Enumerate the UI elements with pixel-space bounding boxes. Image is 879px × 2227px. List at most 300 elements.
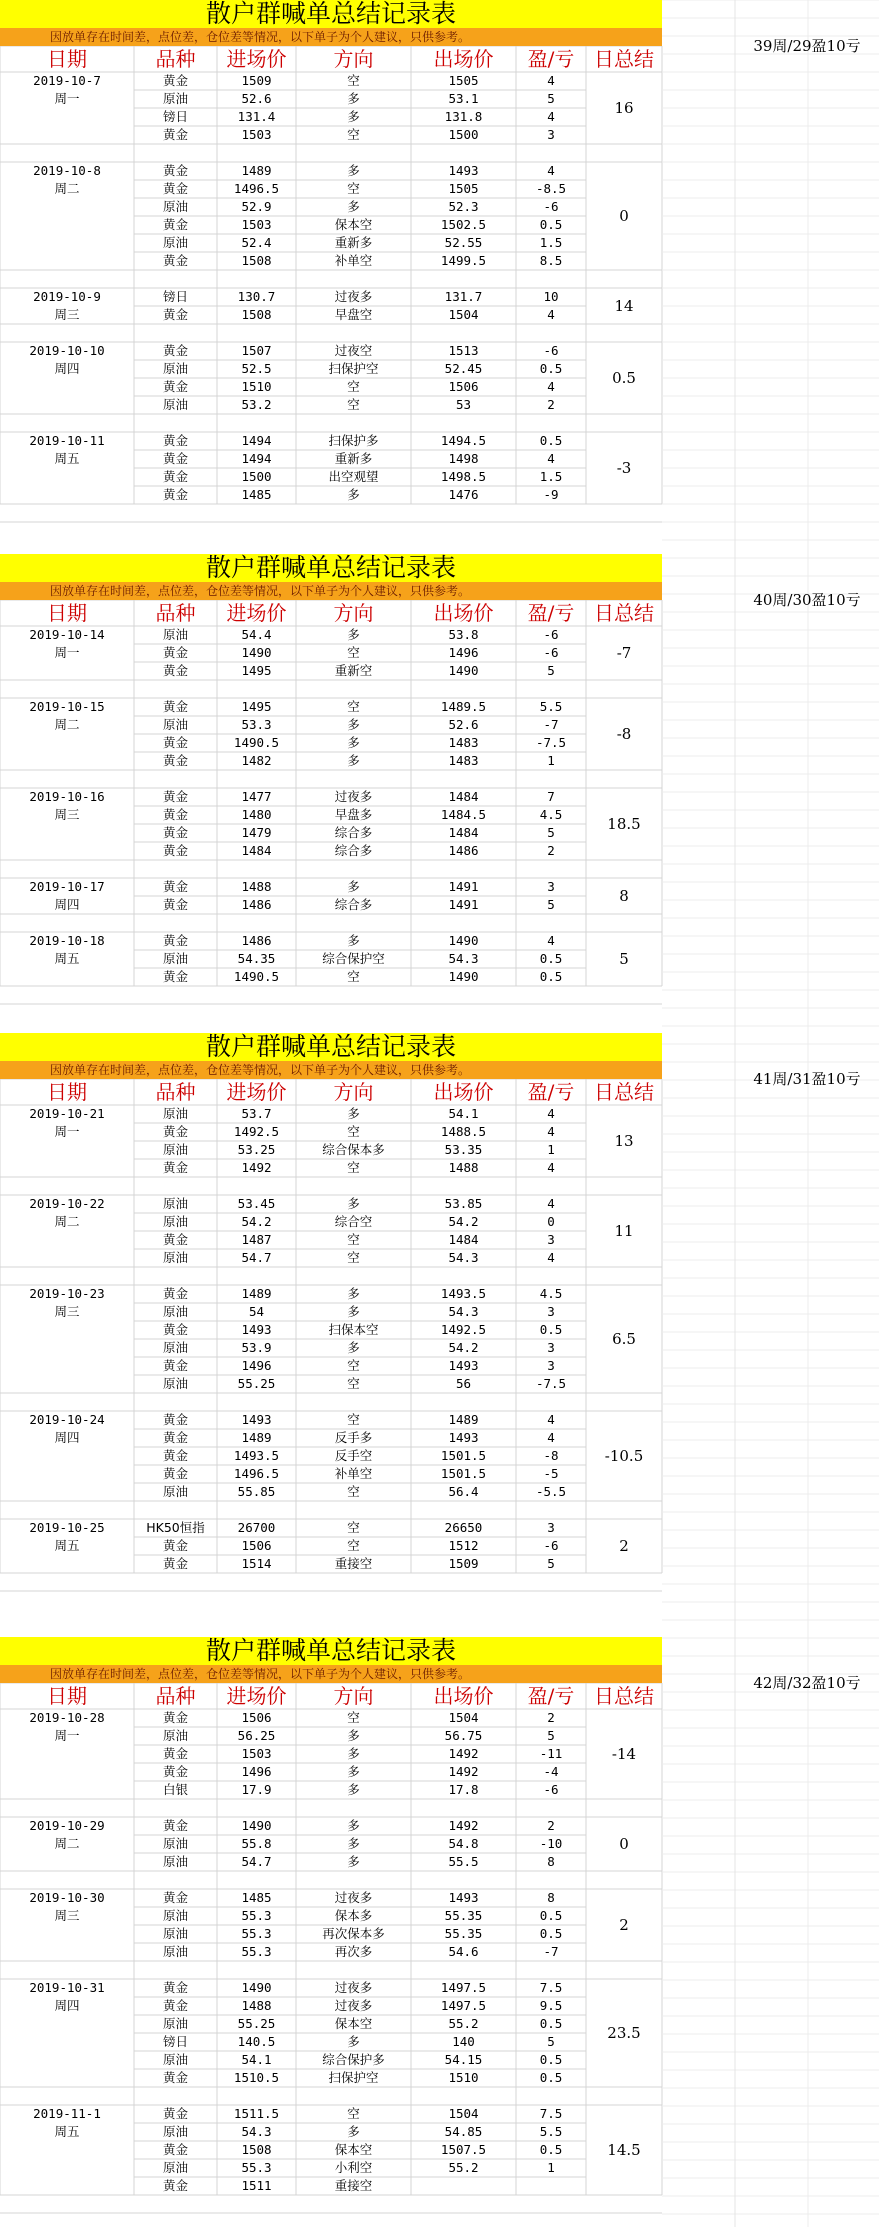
day-total: -14 bbox=[611, 1745, 637, 1763]
day-total: 0.5 bbox=[612, 369, 636, 387]
exit-price: 1499.5 bbox=[440, 253, 487, 268]
profit-loss: 1 bbox=[547, 753, 555, 768]
profit-loss: 5 bbox=[547, 825, 555, 840]
profit-loss: -8 bbox=[543, 1448, 559, 1463]
trade-instrument: 黄金 bbox=[162, 843, 188, 858]
entry-price: 55.25 bbox=[237, 2016, 276, 2031]
exit-price: 55.35 bbox=[444, 1908, 483, 1923]
entry-price: 1509 bbox=[241, 73, 272, 88]
trade-direction: 多 bbox=[347, 2124, 360, 2139]
trade-direction: 空 bbox=[347, 397, 360, 412]
trade-direction: 保本空 bbox=[334, 2016, 373, 2031]
trade-instrument: 黄金 bbox=[162, 73, 188, 88]
trade-direction: 重接空 bbox=[334, 1556, 373, 1571]
trade-direction: 重接空 bbox=[334, 2178, 373, 2193]
profit-loss: -5 bbox=[543, 1466, 559, 1481]
trade-instrument: 黄金 bbox=[162, 1818, 188, 1833]
profit-loss: 0.5 bbox=[539, 969, 563, 984]
trade-instrument: 黄金 bbox=[162, 1322, 188, 1337]
column-header-0: 日期 bbox=[47, 1684, 87, 1708]
week-result: 39周/29盈10亏 bbox=[753, 37, 861, 55]
trade-direction: 空 bbox=[347, 1358, 360, 1373]
trade-instrument: 黄金 bbox=[162, 1980, 188, 1995]
exit-price: 55.2 bbox=[448, 2160, 479, 2175]
trade-instrument: 黄金 bbox=[162, 307, 188, 322]
entry-price: 1480 bbox=[241, 807, 272, 822]
trade-weekday: 周五 bbox=[54, 1538, 80, 1553]
trade-direction: 多 bbox=[347, 1836, 360, 1851]
trade-date: 2019-10-21 bbox=[29, 1106, 105, 1121]
profit-loss: 5 bbox=[547, 1556, 555, 1571]
trade-direction: 保本空 bbox=[334, 2142, 373, 2157]
trade-instrument: 黄金 bbox=[162, 1466, 188, 1481]
exit-price: 1490 bbox=[448, 969, 479, 984]
trade-instrument: 原油 bbox=[162, 397, 188, 412]
trade-direction: 空 bbox=[347, 1376, 360, 1391]
exit-price: 1493 bbox=[448, 163, 479, 178]
profit-loss: 0.5 bbox=[539, 2052, 563, 2067]
entry-price: 1503 bbox=[241, 1746, 272, 1761]
trade-direction: 多 bbox=[347, 163, 360, 178]
entry-price: 1495 bbox=[241, 699, 272, 714]
profit-loss: -6 bbox=[543, 1538, 559, 1553]
trade-direction: 过夜多 bbox=[334, 789, 373, 804]
column-header-2: 进场价 bbox=[226, 47, 287, 71]
day-total: 14.5 bbox=[607, 2141, 641, 2159]
profit-loss: 4 bbox=[547, 933, 555, 948]
trade-weekday: 周五 bbox=[54, 451, 80, 466]
profit-loss: -7 bbox=[543, 717, 559, 732]
trade-instrument: 黄金 bbox=[162, 1358, 188, 1373]
trade-instrument: 黄金 bbox=[162, 645, 188, 660]
trade-direction: 多 bbox=[347, 1196, 360, 1211]
trade-direction: 空 bbox=[347, 645, 360, 660]
exit-price: 1496 bbox=[448, 645, 479, 660]
trade-instrument: 黄金 bbox=[162, 1556, 188, 1571]
trade-direction: 多 bbox=[347, 487, 360, 502]
entry-price: 1494 bbox=[241, 433, 272, 448]
profit-loss: 0.5 bbox=[539, 361, 563, 376]
trade-instrument: 黄金 bbox=[162, 127, 188, 142]
profit-loss: 4 bbox=[547, 1196, 555, 1211]
trade-instrument: 黄金 bbox=[162, 1430, 188, 1445]
exit-price: 1505 bbox=[448, 181, 479, 196]
profit-loss: 3 bbox=[547, 1520, 555, 1535]
trade-weekday: 周三 bbox=[54, 307, 80, 322]
trade-instrument: 原油 bbox=[162, 717, 188, 732]
trade-instrument: 黄金 bbox=[162, 2178, 188, 2193]
trade-direction: 空 bbox=[347, 181, 360, 196]
exit-price: 54.3 bbox=[448, 1304, 479, 1319]
trade-instrument: 黄金 bbox=[162, 1448, 188, 1463]
exit-price: 54.85 bbox=[444, 2124, 483, 2139]
exit-price: 1498.5 bbox=[440, 469, 487, 484]
trade-instrument: 原油 bbox=[162, 1484, 188, 1499]
profit-loss: 3 bbox=[547, 1358, 555, 1373]
trade-direction: 综合多 bbox=[334, 897, 373, 912]
column-header-3: 方向 bbox=[333, 47, 374, 71]
profit-loss: 0.5 bbox=[539, 1322, 563, 1337]
day-total: -7 bbox=[616, 644, 632, 662]
trade-instrument: 黄金 bbox=[162, 807, 188, 822]
entry-price: 52.6 bbox=[241, 91, 272, 106]
entry-price: 1492.5 bbox=[233, 1124, 280, 1139]
profit-loss: 3 bbox=[547, 1232, 555, 1247]
trade-instrument: 原油 bbox=[162, 627, 188, 642]
exit-price: 1490 bbox=[448, 933, 479, 948]
column-header-3: 方向 bbox=[333, 1684, 374, 1708]
sheet-title: 散户群喊单总结记录表 bbox=[205, 1032, 456, 1061]
trade-instrument: 原油 bbox=[162, 2160, 188, 2175]
trade-instrument: 镑日 bbox=[162, 289, 188, 304]
entry-price: 53.25 bbox=[237, 1142, 276, 1157]
trade-direction: 出空观望 bbox=[328, 469, 379, 484]
trade-direction: 综合空 bbox=[334, 1214, 373, 1229]
sheet-title: 散户群喊单总结记录表 bbox=[205, 1636, 456, 1665]
exit-price: 1489.5 bbox=[440, 699, 487, 714]
trade-instrument: 原油 bbox=[162, 1854, 188, 1869]
trade-instrument: 原油 bbox=[162, 1142, 188, 1157]
entry-price: 1486 bbox=[241, 897, 272, 912]
trade-instrument: 黄金 bbox=[162, 825, 188, 840]
trade-weekday: 周三 bbox=[54, 1304, 80, 1319]
trade-direction: 综合保护多 bbox=[322, 2052, 385, 2067]
trade-direction: 多 bbox=[347, 879, 360, 894]
trade-instrument: 原油 bbox=[162, 1250, 188, 1265]
profit-loss: 5 bbox=[547, 91, 555, 106]
exit-price: 56 bbox=[455, 1376, 472, 1391]
profit-loss: 5.5 bbox=[539, 699, 563, 714]
exit-price: 1486 bbox=[448, 843, 479, 858]
trade-direction: 多 bbox=[347, 735, 360, 750]
entry-price: 140.5 bbox=[237, 2034, 276, 2049]
entry-price: 1514 bbox=[241, 1556, 272, 1571]
trade-direction: 空 bbox=[347, 2106, 360, 2121]
trade-direction: 空 bbox=[347, 1710, 360, 1725]
trade-direction: 补单空 bbox=[334, 1466, 373, 1481]
entry-price: 17.9 bbox=[241, 1782, 272, 1797]
week-result: 42周/32盈10亏 bbox=[753, 1674, 861, 1692]
trade-direction: 空 bbox=[347, 1484, 360, 1499]
profit-loss: 4 bbox=[547, 1160, 555, 1175]
entry-price: 1511.5 bbox=[233, 2106, 280, 2121]
profit-loss: 8.5 bbox=[539, 253, 563, 268]
exit-price: 1509 bbox=[448, 1556, 479, 1571]
entry-price: 1508 bbox=[241, 2142, 272, 2157]
profit-loss bbox=[516, 2177, 586, 2195]
trade-instrument: 黄金 bbox=[162, 933, 188, 948]
exit-price: 1507.5 bbox=[440, 2142, 487, 2157]
exit-price: 53.8 bbox=[448, 627, 479, 642]
exit-price: 1493 bbox=[448, 1430, 479, 1445]
exit-price: 1493 bbox=[448, 1890, 479, 1905]
day-total: -8 bbox=[616, 725, 632, 743]
exit-price: 1489 bbox=[448, 1412, 479, 1427]
trade-instrument: 原油 bbox=[162, 2016, 188, 2031]
profit-loss: 4 bbox=[547, 379, 555, 394]
profit-loss: 1 bbox=[547, 2160, 555, 2175]
exit-price: 1484.5 bbox=[440, 807, 487, 822]
trade-direction: 多 bbox=[347, 1764, 360, 1779]
trade-direction: 保本多 bbox=[334, 1908, 373, 1923]
trade-instrument: 黄金 bbox=[162, 789, 188, 804]
trade-instrument: 原油 bbox=[162, 1944, 188, 1959]
exit-price: 1484 bbox=[448, 789, 479, 804]
profit-loss: 2 bbox=[547, 1710, 555, 1725]
trade-instrument: 镑日 bbox=[162, 2034, 188, 2049]
trade-date: 2019-10-25 bbox=[29, 1520, 105, 1535]
profit-loss: 3 bbox=[547, 1304, 555, 1319]
trade-date: 2019-10-7 bbox=[33, 73, 101, 88]
profit-loss: 7.5 bbox=[539, 1980, 563, 1995]
trade-instrument: 原油 bbox=[162, 91, 188, 106]
trade-direction: 小利空 bbox=[334, 2160, 373, 2175]
trade-instrument: 原油 bbox=[162, 1214, 188, 1229]
column-header-5: 盈/亏 bbox=[527, 47, 575, 71]
entry-price: 54.7 bbox=[241, 1854, 272, 1869]
disclaimer-notice: 因放单存在时间差，点位差，仓位差等情况，以下单子为个人建议，只供参考。 bbox=[50, 1063, 471, 1077]
profit-loss: -9 bbox=[543, 487, 559, 502]
trade-instrument: 原油 bbox=[162, 1106, 188, 1121]
profit-loss: 1 bbox=[547, 1142, 555, 1157]
exit-price: 1491 bbox=[448, 879, 479, 894]
entry-price: 1510 bbox=[241, 379, 272, 394]
trade-direction: 多 bbox=[347, 1818, 360, 1833]
trade-weekday: 周二 bbox=[54, 181, 80, 196]
trade-instrument: 黄金 bbox=[162, 2106, 188, 2121]
day-total: 5 bbox=[619, 950, 629, 968]
profit-loss: 4.5 bbox=[539, 1286, 563, 1301]
trade-direction: 空 bbox=[347, 1520, 360, 1535]
profit-loss: -6 bbox=[543, 1782, 559, 1797]
trade-instrument: 黄金 bbox=[162, 1764, 188, 1779]
column-header-1: 品种 bbox=[155, 1684, 196, 1708]
trade-direction: 早盘空 bbox=[334, 307, 373, 322]
profit-loss: 4 bbox=[547, 109, 555, 124]
column-header-3: 方向 bbox=[333, 601, 374, 625]
trade-instrument: 白银 bbox=[162, 1782, 188, 1797]
trade-direction: 多 bbox=[347, 109, 360, 124]
trade-instrument: 黄金 bbox=[162, 343, 188, 358]
profit-loss: 8 bbox=[547, 1854, 555, 1869]
trade-direction: 综合保护空 bbox=[322, 951, 385, 966]
trade-direction: 空 bbox=[347, 73, 360, 88]
profit-loss: -7 bbox=[543, 1944, 559, 1959]
profit-loss: 0.5 bbox=[539, 1908, 563, 1923]
entry-price: 1507 bbox=[241, 343, 272, 358]
exit-price: 1505 bbox=[448, 73, 479, 88]
trade-date: 2019-10-11 bbox=[29, 433, 105, 448]
entry-price: 1495 bbox=[241, 663, 272, 678]
profit-loss: 4 bbox=[547, 1250, 555, 1265]
exit-price: 56.4 bbox=[448, 1484, 479, 1499]
trade-date: 2019-10-17 bbox=[29, 879, 105, 894]
profit-loss: 5.5 bbox=[539, 2124, 563, 2139]
trade-direction: 反手空 bbox=[334, 1448, 373, 1463]
entry-price: 1490 bbox=[241, 1980, 272, 1995]
entry-price: 55.85 bbox=[237, 1484, 276, 1499]
profit-loss: 4 bbox=[547, 307, 555, 322]
profit-loss: 1.5 bbox=[539, 469, 563, 484]
profit-loss: -6 bbox=[543, 627, 559, 642]
trade-direction: 空 bbox=[347, 1412, 360, 1427]
profit-loss: 3 bbox=[547, 127, 555, 142]
trade-direction: 过夜空 bbox=[334, 343, 373, 358]
exit-price: 54.2 bbox=[448, 1340, 479, 1355]
trade-instrument: 黄金 bbox=[162, 469, 188, 484]
trade-direction: 空 bbox=[347, 1232, 360, 1247]
column-header-2: 进场价 bbox=[226, 1684, 287, 1708]
entry-price: 52.9 bbox=[241, 199, 272, 214]
profit-loss: 2 bbox=[547, 1818, 555, 1833]
trade-instrument: 原油 bbox=[162, 951, 188, 966]
profit-loss: -8.5 bbox=[535, 181, 567, 196]
exit-price: 26650 bbox=[444, 1520, 483, 1535]
trade-instrument: 镑日 bbox=[162, 109, 188, 124]
trade-date: 2019-10-10 bbox=[29, 343, 105, 358]
trade-date: 2019-10-31 bbox=[29, 1980, 105, 1995]
trade-direction: 多 bbox=[347, 2034, 360, 2049]
trade-weekday: 周四 bbox=[54, 361, 80, 376]
entry-price: 53.9 bbox=[241, 1340, 272, 1355]
entry-price: 52.4 bbox=[241, 235, 272, 250]
trade-instrument: 原油 bbox=[162, 1376, 188, 1391]
exit-price: 1504 bbox=[448, 1710, 479, 1725]
trade-instrument: 黄金 bbox=[162, 379, 188, 394]
trade-direction: 多 bbox=[347, 1286, 360, 1301]
column-header-6: 日总结 bbox=[594, 1684, 654, 1708]
profit-loss: -11 bbox=[539, 1746, 563, 1761]
entry-price: 1493.5 bbox=[233, 1448, 280, 1463]
entry-price: 1488 bbox=[241, 879, 272, 894]
trade-direction: 再次保本多 bbox=[322, 1926, 385, 1941]
exit-price: 54.8 bbox=[448, 1836, 479, 1851]
column-header-6: 日总结 bbox=[594, 601, 654, 625]
profit-loss: 5 bbox=[547, 1728, 555, 1743]
column-header-4: 出场价 bbox=[433, 601, 494, 625]
trade-weekday: 周二 bbox=[54, 717, 80, 732]
week-result: 41周/31盈10亏 bbox=[753, 1070, 861, 1088]
column-header-0: 日期 bbox=[47, 47, 87, 71]
profit-loss: 10 bbox=[543, 289, 559, 304]
exit-price: 1492.5 bbox=[440, 1322, 487, 1337]
trade-direction: 过夜多 bbox=[334, 289, 373, 304]
trade-instrument: 原油 bbox=[162, 1836, 188, 1851]
trade-direction: 空 bbox=[347, 1160, 360, 1175]
trade-instrument: 原油 bbox=[162, 199, 188, 214]
trade-date: 2019-10-24 bbox=[29, 1412, 105, 1427]
trade-instrument: 黄金 bbox=[162, 487, 188, 502]
entry-price: 130.7 bbox=[237, 289, 276, 304]
trade-instrument: 黄金 bbox=[162, 699, 188, 714]
profit-loss: 2 bbox=[547, 843, 555, 858]
trade-direction: 空 bbox=[347, 699, 360, 714]
trade-instrument: 原油 bbox=[162, 1196, 188, 1211]
column-header-5: 盈/亏 bbox=[527, 1080, 575, 1104]
entry-price: 1494 bbox=[241, 451, 272, 466]
entry-price: 1477 bbox=[241, 789, 272, 804]
exit-price: 1497.5 bbox=[440, 1980, 487, 1995]
disclaimer-notice: 因放单存在时间差，点位差，仓位差等情况，以下单子为个人建议，只供参考。 bbox=[50, 1667, 471, 1681]
column-header-1: 品种 bbox=[155, 1080, 196, 1104]
exit-price: 1484 bbox=[448, 1232, 479, 1247]
trade-instrument: 原油 bbox=[162, 1304, 188, 1319]
column-header-0: 日期 bbox=[47, 1080, 87, 1104]
exit-price: 1506 bbox=[448, 379, 479, 394]
column-header-6: 日总结 bbox=[594, 47, 654, 71]
exit-price: 53.85 bbox=[444, 1196, 483, 1211]
day-total: 8 bbox=[619, 887, 629, 905]
profit-loss: 0.5 bbox=[539, 2142, 563, 2157]
trade-weekday: 周四 bbox=[54, 1998, 80, 2013]
entry-price: 55.3 bbox=[241, 1926, 272, 1941]
trade-direction: 多 bbox=[347, 1304, 360, 1319]
trade-direction: 多 bbox=[347, 91, 360, 106]
trade-direction: 过夜多 bbox=[334, 1998, 373, 2013]
trade-direction: 空 bbox=[347, 1124, 360, 1139]
profit-loss: 4.5 bbox=[539, 807, 563, 822]
entry-price: 1492 bbox=[241, 1160, 272, 1175]
exit-price: 1476 bbox=[448, 487, 479, 502]
day-total: 23.5 bbox=[607, 2024, 641, 2042]
profit-loss: 3 bbox=[547, 1340, 555, 1355]
trade-instrument: 原油 bbox=[162, 1728, 188, 1743]
entry-price: 1511 bbox=[241, 2178, 272, 2193]
profit-loss: 4 bbox=[547, 1412, 555, 1427]
exit-price: 1498 bbox=[448, 451, 479, 466]
entry-price: 1493 bbox=[241, 1412, 272, 1427]
entry-price: 1496 bbox=[241, 1764, 272, 1779]
trade-direction: 多 bbox=[347, 1854, 360, 1869]
trade-instrument: 黄金 bbox=[162, 1160, 188, 1175]
day-total: 16 bbox=[614, 99, 634, 117]
exit-price: 55.2 bbox=[448, 2016, 479, 2031]
day-total: 2 bbox=[619, 1916, 629, 1934]
entry-price: 1500 bbox=[241, 469, 272, 484]
profit-loss: -10 bbox=[539, 1836, 563, 1851]
trade-direction: 多 bbox=[347, 933, 360, 948]
entry-price: 1490.5 bbox=[233, 735, 280, 750]
trade-date: 2019-10-29 bbox=[29, 1818, 105, 1833]
exit-price: 52.45 bbox=[444, 361, 483, 376]
trade-instrument: 黄金 bbox=[162, 1286, 188, 1301]
entry-price: 1510.5 bbox=[233, 2070, 280, 2085]
sheet-title: 散户群喊单总结记录表 bbox=[205, 0, 456, 28]
entry-price: 1508 bbox=[241, 307, 272, 322]
trade-direction: 多 bbox=[347, 1728, 360, 1743]
exit-price: 53 bbox=[455, 397, 472, 412]
trade-direction: 多 bbox=[347, 1782, 360, 1797]
entry-price: 1490 bbox=[241, 645, 272, 660]
trade-instrument: 黄金 bbox=[162, 1232, 188, 1247]
entry-price: 1489 bbox=[241, 1430, 272, 1445]
trade-direction: 空 bbox=[347, 379, 360, 394]
trade-instrument: 黄金 bbox=[162, 1746, 188, 1761]
entry-price: 54.2 bbox=[241, 1214, 272, 1229]
trade-direction: 重新多 bbox=[334, 451, 373, 466]
exit-price: 1484 bbox=[448, 825, 479, 840]
exit-price: 1490 bbox=[448, 663, 479, 678]
column-header-6: 日总结 bbox=[594, 1080, 654, 1104]
trade-weekday: 周四 bbox=[54, 1430, 80, 1445]
entry-price: 1488 bbox=[241, 1998, 272, 2013]
entry-price: 52.5 bbox=[241, 361, 272, 376]
trade-instrument: 黄金 bbox=[162, 253, 188, 268]
profit-loss: 1.5 bbox=[539, 235, 563, 250]
profit-loss: 0.5 bbox=[539, 217, 563, 232]
profit-loss: 0.5 bbox=[539, 2070, 563, 2085]
entry-price: 55.3 bbox=[241, 2160, 272, 2175]
